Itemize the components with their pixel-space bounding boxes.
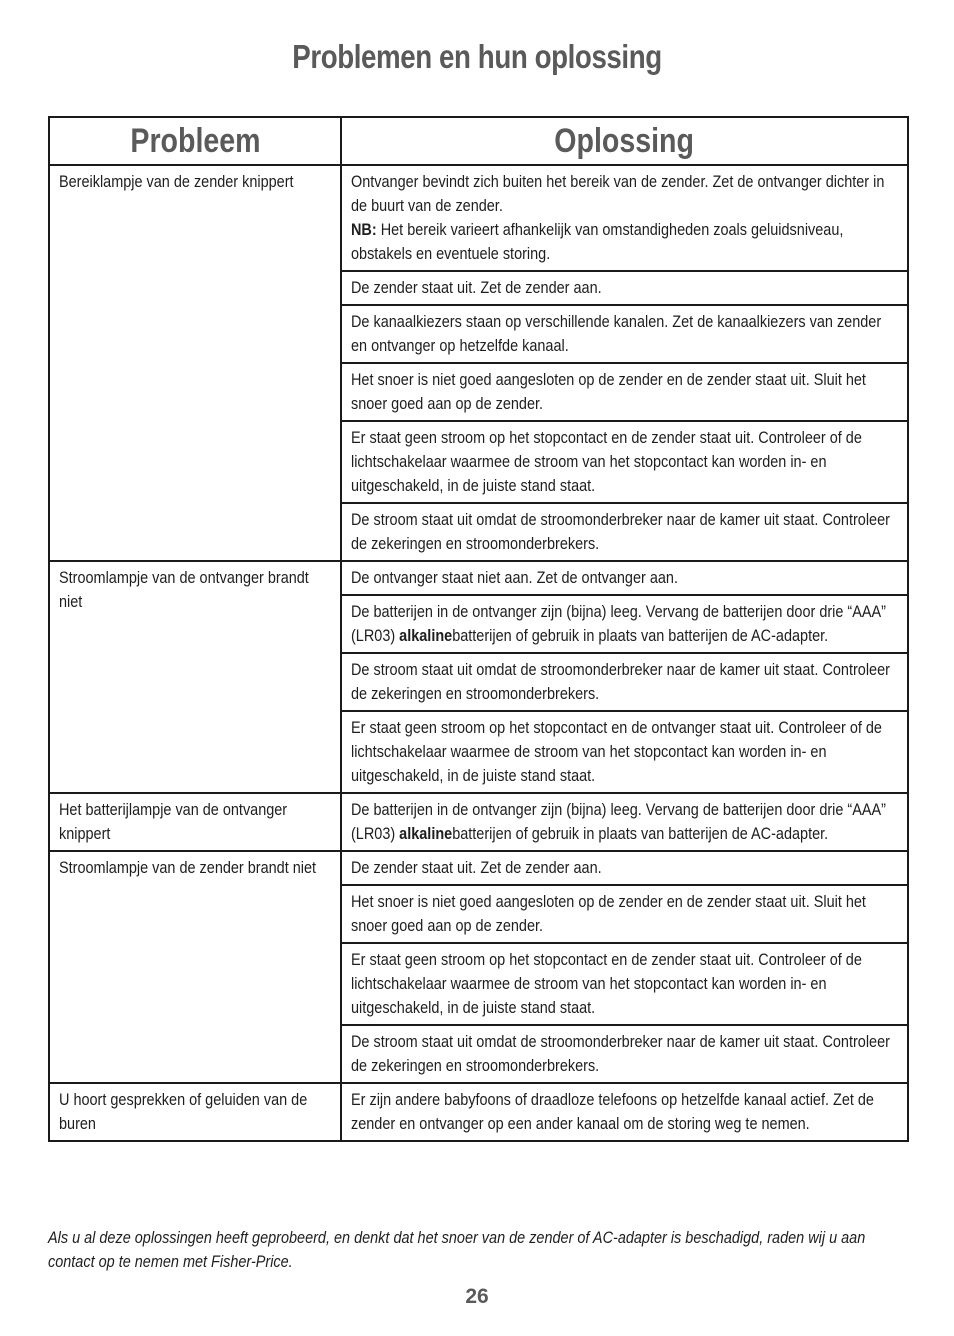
solution-cell	[341, 271, 908, 305]
table-header-row	[49, 117, 908, 165]
solution-text: batterijen of gebruik in plaats van batterijen de AC-adapter.	[452, 626, 829, 645]
solution-text-block	[351, 716, 901, 788]
solution-cell	[341, 851, 908, 885]
solution-cell	[341, 561, 908, 595]
solution-text: De zender staat uit. Zet de zender aan.	[351, 858, 602, 877]
column-header-solution	[341, 117, 908, 165]
solution-cell	[341, 1083, 908, 1141]
solution-cell	[341, 305, 908, 363]
solution-cell	[341, 793, 908, 851]
solution-text-block	[351, 1030, 901, 1078]
solution-text: De batterijen in de ontvanger zijn (bijna) leeg. Vervang de batterijen door drie “AAA” (LR03)	[351, 602, 886, 645]
solution-cell	[341, 653, 908, 711]
solution-emphasis: alkaline	[399, 824, 453, 843]
solution-text: Het snoer is niet goed aangesloten op de zender en de zender staat uit. Sluit het snoer goed aan op de zender.	[351, 892, 866, 935]
table-body	[49, 165, 908, 1141]
solution-text-block	[351, 600, 901, 648]
solution-cell	[341, 943, 908, 1025]
solution-text: De batterijen in de ontvanger zijn (bijna) leeg. Vervang de batterijen door drie “AAA” (LR03)	[351, 800, 886, 843]
solution-text: Er staat geen stroom op het stopcontact en de ontvanger staat uit. Controleer of de lichtschakelaar waarmee de stroom van het stopcontact kan worden in- en uitgeschakeld, in de juiste stand staat.	[351, 718, 882, 785]
solution-text: De ontvanger staat niet aan. Zet de ontvanger aan.	[351, 568, 678, 587]
solution-text-block	[351, 658, 901, 706]
solution-text: Het snoer is niet goed aangesloten op de zender en de zender staat uit. Sluit het snoer goed aan op de zender.	[351, 370, 866, 413]
solution-text-block	[351, 566, 901, 590]
solution-text-block	[351, 276, 901, 300]
problem-text: U hoort gesprekken of geluiden van de buren	[59, 1090, 308, 1133]
column-header-solution-label: Oplossing	[554, 121, 695, 160]
solution-text-block	[351, 508, 901, 556]
problem-cell	[49, 165, 341, 561]
solution-text-block	[351, 170, 901, 266]
problem-cell	[49, 561, 341, 793]
solution-emphasis: alkaline	[399, 626, 453, 645]
table-row	[49, 561, 908, 595]
solution-cell	[341, 711, 908, 793]
solution-text: Er zijn andere babyfoons of draadloze telefoons op hetzelfde kanaal actief. Zet de zender en ontvanger op een ander kanaal om de storing weg te nemen.	[351, 1090, 874, 1133]
column-header-problem	[49, 117, 341, 165]
solution-text: De stroom staat uit omdat de stroomonderbreker naar de kamer uit staat. Controleer de zekeringen en stroomonderbrekers.	[351, 1032, 890, 1075]
solution-text-block	[351, 1088, 901, 1136]
solution-text: Er staat geen stroom op het stopcontact en de zender staat uit. Controleer of de lichtschakelaar waarmee de stroom van het stopcontact kan worden in- en uitgeschakeld, in de juiste stand staat.	[351, 428, 862, 495]
problem-cell	[49, 793, 341, 851]
solution-text: De stroom staat uit omdat de stroomonderbreker naar de kamer uit staat. Controleer de zekeringen en stroomonderbrekers.	[351, 660, 890, 703]
problem-cell	[49, 1083, 341, 1141]
solution-text-block	[351, 310, 901, 358]
solution-cell	[341, 165, 908, 271]
solution-cell	[341, 503, 908, 561]
note-label: NB:	[351, 220, 377, 239]
solution-text: De stroom staat uit omdat de stroomonderbreker naar de kamer uit staat. Controleer de zekeringen en stroomonderbrekers.	[351, 510, 890, 553]
table-row	[49, 1083, 908, 1141]
column-header-problem-label: Probleem	[129, 121, 261, 160]
table-row	[49, 851, 908, 885]
problem-text: Het batterijlampje van de ontvanger knippert	[59, 800, 288, 843]
solution-text-block	[351, 856, 901, 880]
solution-text: Er staat geen stroom op het stopcontact en de zender staat uit. Controleer of de lichtschakelaar waarmee de stroom van het stopcontact kan worden in- en uitgeschakeld, in de juiste stand staat.	[351, 950, 862, 1017]
solution-cell	[341, 363, 908, 421]
solution-text-block	[351, 890, 901, 938]
solution-cell	[341, 421, 908, 503]
problem-text: Bereiklampje van de zender knippert	[59, 172, 294, 191]
solution-cell	[341, 885, 908, 943]
problem-text: Stroomlampje van de zender brandt niet	[59, 858, 317, 877]
solution-text-block	[351, 426, 901, 498]
footer-note: Als u al deze oplossingen heeft geprobeerd, en denkt dat het snoer van de zender of AC-adapter is beschadigd, raden wij u aan contact op te nemen met Fisher-Price.	[48, 1228, 866, 1271]
troubleshooting-table	[48, 116, 909, 1142]
solution-text: De zender staat uit. Zet de zender aan.	[351, 278, 602, 297]
problem-cell	[49, 851, 341, 1083]
solution-text-block	[351, 368, 901, 416]
table-row	[49, 165, 908, 271]
page-title: Problemen en hun oplossing	[292, 38, 662, 75]
solution-cell	[341, 1025, 908, 1083]
solution-text: De kanaalkiezers staan op verschillende kanalen. Zet de kanaalkiezers van zender en ontvanger op hetzelfde kanaal.	[351, 312, 882, 355]
solution-text-block	[351, 798, 901, 846]
page-number: 26	[465, 1285, 489, 1308]
note-text: Het bereik varieert afhankelijk van omstandigheden zoals geluidsniveau, obstakels en eventuele storing.	[351, 220, 844, 263]
solution-text: batterijen of gebruik in plaats van batterijen de AC-adapter.	[452, 824, 829, 843]
solution-text: Ontvanger bevindt zich buiten het bereik van de zender. Zet de ontvanger dichter in de buurt van de zender.	[351, 172, 885, 215]
solution-cell	[341, 595, 908, 653]
table-row	[49, 793, 908, 851]
solution-text-block	[351, 948, 901, 1020]
problem-text: Stroomlampje van de ontvanger brandt niet	[59, 568, 309, 611]
